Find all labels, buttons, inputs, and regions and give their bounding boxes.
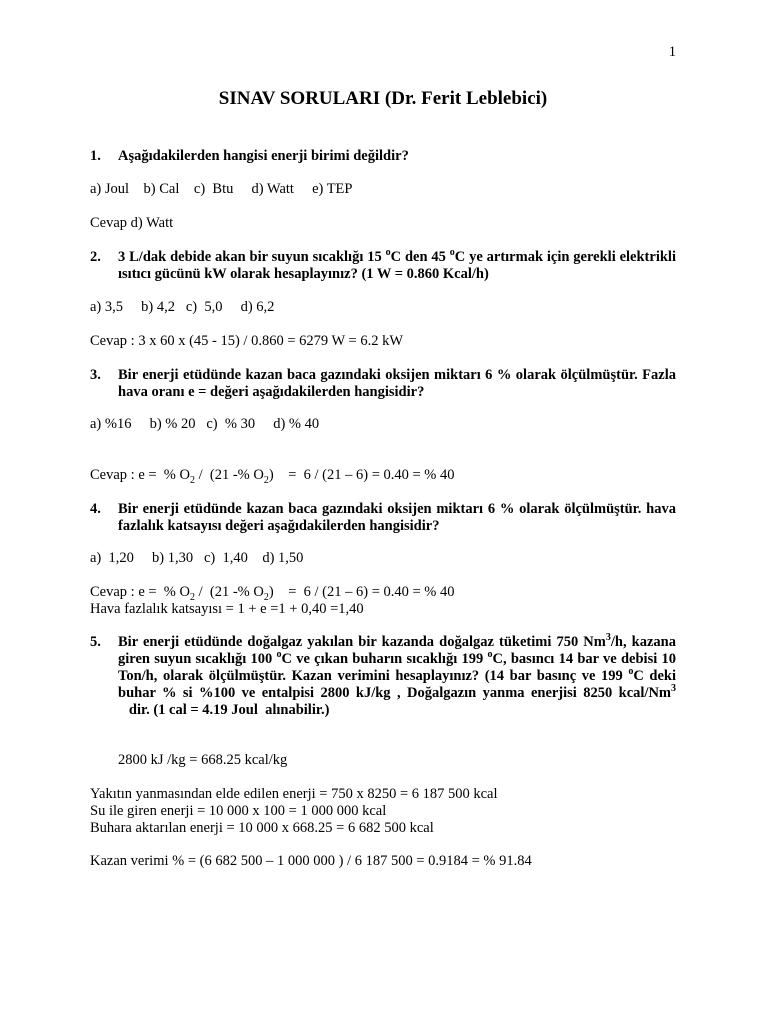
question-2-options: a) 3,5 b) 4,2 c) 5,0 d) 6,2 — [90, 299, 275, 315]
question-4 — [90, 501, 676, 535]
question-4-number: 4. — [90, 501, 101, 517]
question-1 — [90, 148, 676, 165]
question-3-options: a) %16 b) % 20 c) % 30 d) % 40 — [90, 416, 320, 432]
question-1-number: 1. — [90, 148, 101, 164]
question-5 — [90, 634, 676, 719]
question-5-number: 5. — [90, 634, 101, 650]
question-4-answer-line-2: Hava fazlalık katsayısı = 1 + e =1 + 0,40 =1,40 — [90, 601, 364, 617]
question-3-text: Bir enerji etüdünde kazan baca gazındaki oksijen miktarı 6 % olarak ölçülmüştür. Fazla hava oranı e = değeri aşağıdakilerden hangisidir? — [118, 367, 676, 400]
question-3-answer: Cevap : e = % $O_2 / (21$ -% $O_2$) = 6 / (21 – 6) = 0.40 = % 40 — [90, 467, 455, 486]
question-5-line-2: Su ile giren enerji = 10 000 x 100 = 1 000 000 kcal — [90, 803, 387, 819]
question-1-text: Aşağıdakilerden hangisi enerji birimi değildir? — [118, 148, 409, 164]
question-1-answer: Cevap d) Watt — [90, 215, 174, 231]
question-5-line-1: Yakıtın yanmasından elde edilen enerji = 750 x 8250 = 6 187 500 kcal — [90, 786, 498, 802]
question-3 — [90, 367, 676, 401]
question-3-number: 3. — [90, 367, 101, 383]
question-2-number: 2. — [90, 249, 101, 265]
question-4-answer: Cevap : e = % $O_2 / (21$ -% $O_2$) = 6 / (21 – 6) = 0.40 = % 40 — [90, 584, 455, 603]
question-1-options: a) Joul b) Cal c) Btu d) Watt e) TEP — [90, 181, 353, 197]
question-5-conversion: 2800 kJ /kg = 668.25 kcal/kg — [118, 752, 288, 768]
question-4-options: a) 1,20 b) 1,30 c) 1,40 d) 1,50 — [90, 550, 304, 566]
question-5-line-3: Buhara aktarılan enerji = 10 000 x 668.25 = 6 682 500 kcal — [90, 820, 434, 836]
page-number: 1 — [668, 44, 676, 60]
page-title: SINAV SORULARI (Dr. Ferit Leblebici) — [218, 88, 548, 109]
question-5-text: Bir enerji etüdünde doğalgaz yakılan bir kazanda doğalgaz tüketimi 750 Nm$^3$/h, kazana giren suyun sıcaklığı 100 $^o$C ve çıkan buharın sıcaklığı 199 $^o$C, basıncı 14 bar ve debisi 10 Ton/h, olarak ölçülmüştür. Kazan verimini hesaplayınız? (14 bar basınç ve 199 $^o$C deki buhar % si %100 ve entalpisi 2800 kJ/kg , Doğalgazın yanma enerjisi 8250 kcal/Nm$^3$ dir. (1 cal = 4.19 Joul alınabilir.) — [118, 632, 676, 718]
question-2 — [90, 249, 676, 283]
question-2-text: 3 L/dak debide akan bir suyun sıcaklığı 15 $^o$C den 45 $^o$C ye artırmak için gerekli elektrikli ısıtıcı gücünü kW olarak hesaplayınız? (1 W = 0.860 Kcal/h) — [118, 247, 676, 282]
question-5-result: Kazan verimi % = (6 682 500 – 1 000 000 ) / 6 187 500 = 0.9184 = % 91.84 — [90, 853, 532, 869]
question-4-text: Bir enerji etüdünde kazan baca gazındaki oksijen miktarı 6 % olarak ölçülmüştür. hava fazlalık katsayısı değeri aşağıdakilerden hangisidir? — [118, 501, 676, 534]
question-2-answer: Cevap : 3 x 60 x (45 - 15) / 0.860 = 6279 W = 6.2 kW — [90, 333, 404, 349]
